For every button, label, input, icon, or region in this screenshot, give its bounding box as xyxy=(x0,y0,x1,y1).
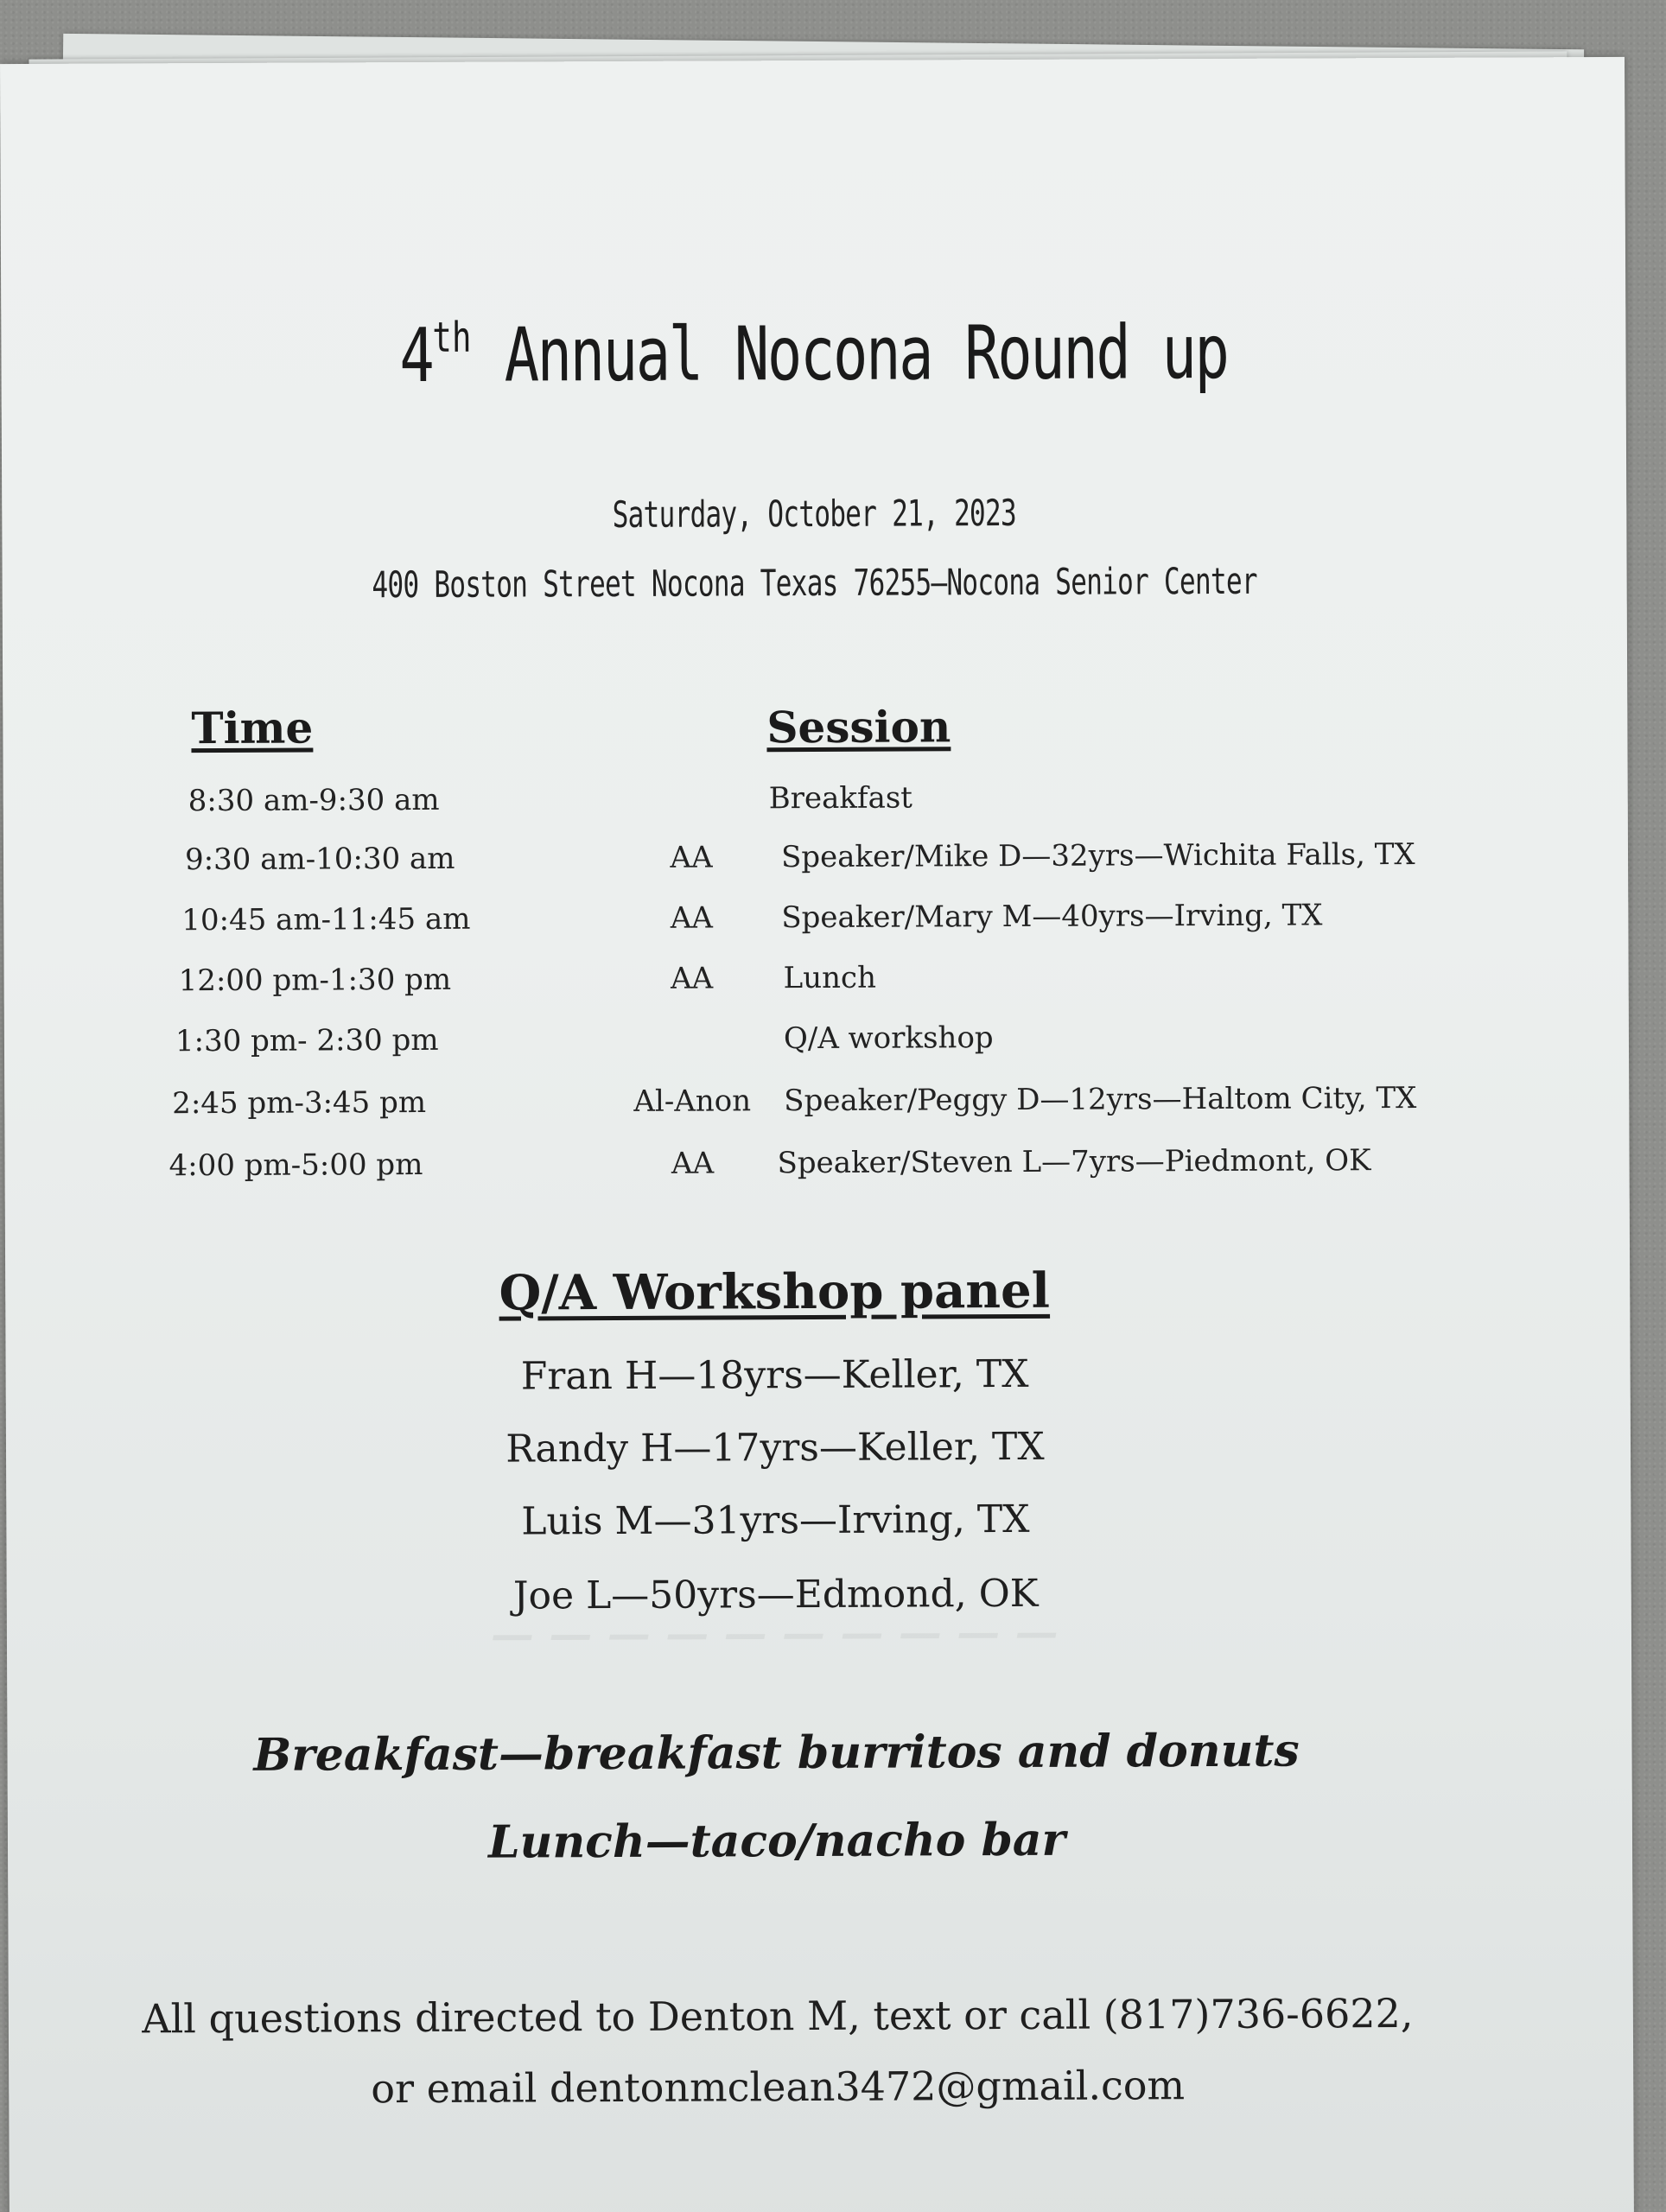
schedule-session: Q/A workshop xyxy=(783,1020,994,1057)
panel-member: Joe L—50yrs—Edmond, OK xyxy=(512,1571,1039,1618)
page-title xyxy=(180,308,1447,400)
panel-member: Fran H—18yrs—Keller, TX xyxy=(520,1351,1029,1399)
schedule-row xyxy=(4,1018,1629,1077)
schedule-time: 10:45 am-11:45 am xyxy=(181,901,471,938)
time-column-header: Time xyxy=(191,702,314,754)
schedule-row xyxy=(4,957,1629,1016)
schedule-time: 12:00 pm-1:30 pm xyxy=(178,962,452,999)
contact-line-2: or email dentonmclean3472@gmail.com xyxy=(371,2062,1186,2113)
schedule-row xyxy=(4,1142,1629,1201)
schedule-time: 2:45 pm-3:45 pm xyxy=(172,1084,427,1122)
schedule-row xyxy=(3,778,1628,836)
schedule-session: Speaker/Steven L—7yrs—Piedmont, OK xyxy=(777,1143,1371,1181)
schedule-row xyxy=(3,836,1628,895)
title-text: Annual Nocona Round up xyxy=(504,308,1228,399)
schedule-row xyxy=(3,897,1628,956)
schedule-group: Al-Anon xyxy=(633,1084,752,1119)
schedule-time: 9:30 am-10:30 am xyxy=(184,841,455,878)
lunch-menu: Lunch—taco/nacho bar xyxy=(487,1813,1066,1869)
bleed-through: — — — — — — — — — — xyxy=(490,1605,1059,1660)
title-number: 4 xyxy=(399,312,433,400)
schedule-time: 8:30 am-9:30 am xyxy=(188,782,440,819)
breakfast-menu: Breakfast—breakfast burritos and donuts xyxy=(253,1724,1300,1782)
schedule-group: AA xyxy=(670,840,713,875)
title-suffix: th xyxy=(432,313,472,362)
schedule-time: 4:00 pm-5:00 pm xyxy=(169,1147,423,1184)
flyer-sheet xyxy=(0,57,1634,2212)
panel-member: Luis M—31yrs—Irving, TX xyxy=(521,1497,1030,1544)
session-column-header: Session xyxy=(766,701,951,753)
event-date: Saturday, October 21, 2023 xyxy=(612,491,1017,537)
schedule-group xyxy=(605,781,778,782)
schedule-session: Speaker/Peggy D—12yrs—Haltom City, TX xyxy=(784,1080,1417,1119)
contact-line-1: All questions directed to Denton M, text or call (817)736-6622, xyxy=(142,1989,1414,2043)
schedule-group: AA xyxy=(670,961,714,996)
schedule-group: AA xyxy=(670,900,713,936)
panel-heading: Q/A Workshop panel xyxy=(499,1262,1051,1322)
schedule-session: Breakfast xyxy=(768,780,913,817)
schedule-row xyxy=(4,1080,1629,1139)
schedule-group xyxy=(606,1021,779,1022)
schedule-session: Speaker/Mary M—40yrs—Irving, TX xyxy=(781,898,1323,936)
schedule-time: 1:30 pm- 2:30 pm xyxy=(175,1022,439,1059)
schedule-group: AA xyxy=(671,1146,715,1181)
schedule-session: Lunch xyxy=(783,960,877,996)
panel-member: Randy H—17yrs—Keller, TX xyxy=(506,1424,1045,1471)
schedule-session: Speaker/Mike D—32yrs—Wichita Falls, TX xyxy=(780,836,1415,875)
event-address: 400 Boston Street Nocona Texas 76255—Nocona Senior Center xyxy=(372,559,1257,607)
